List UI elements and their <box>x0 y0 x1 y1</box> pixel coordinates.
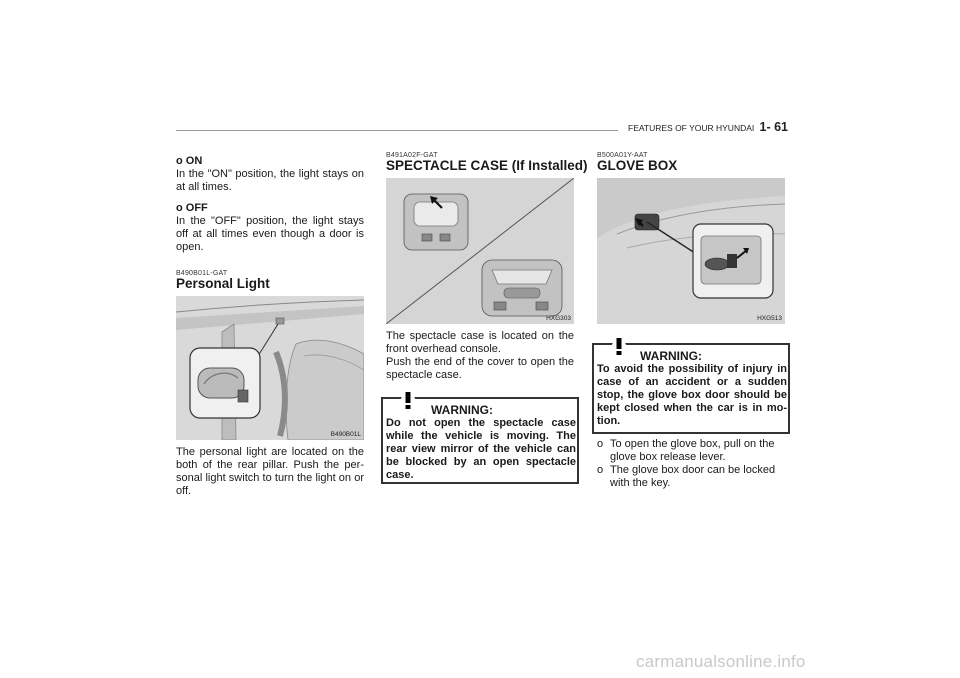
page-header <box>628 120 788 134</box>
warning-body: To avoid the possibility of injury in case of an accident or a sudden stop, the glove box door should be kept closed when the car is in mo-tion. <box>597 363 787 427</box>
warning-title: WARNING: <box>640 349 702 363</box>
page-number: 1- 61 <box>759 120 788 134</box>
personal-light-code: B490B01L-GAT <box>176 270 228 277</box>
spectacle-case-body <box>386 330 574 382</box>
watermark: carmanualsonline.info <box>636 652 806 671</box>
spectacle-case-figure <box>386 178 574 324</box>
personal-light-figure <box>176 296 364 440</box>
personal-light-title: Personal Light <box>176 276 270 291</box>
warning-title: WARNING: <box>431 403 493 417</box>
glove-box-title: GLOVE BOX <box>597 158 678 173</box>
off-label: o OFF <box>176 202 208 214</box>
on-text: In the "ON" position, the light stays on at all times. <box>176 168 364 193</box>
figure-label: HXG303 <box>546 315 571 322</box>
header-rule <box>176 130 618 131</box>
off-text: In the "OFF" position, the light stays off at all times even though a door is open. <box>176 215 364 253</box>
warning-icon <box>604 331 634 358</box>
section-title: FEATURES OF YOUR HYUNDAI <box>628 123 755 133</box>
instruction-text: The glove box door can be locked with the key. <box>610 464 776 489</box>
warning-body: Do not open the spectacle case while the vehicle is moving. The rear view mirror of the vehicle can be blocked by an open spectacle case. <box>386 417 576 481</box>
bullet-marker: o <box>597 464 604 476</box>
figure-label: HXG513 <box>757 315 782 322</box>
on-label: o ON <box>176 155 203 167</box>
instruction-text: To open the glove box, pull on the glove box release lever. <box>610 438 775 463</box>
instruction-list <box>597 438 785 490</box>
glove-box-warning-box <box>592 343 790 434</box>
glove-box-illustration <box>597 178 785 324</box>
personal-light-illustration <box>176 296 364 440</box>
column-1 <box>176 155 364 254</box>
glove-box-code: B500A01Y-AAT <box>597 152 648 159</box>
spectacle-case-body-1: The spectacle case is located on the front overhead console. <box>386 330 574 355</box>
figure-label: B490B01L <box>330 431 361 438</box>
glove-box-figure <box>597 178 785 324</box>
bullet-marker: o <box>597 438 604 450</box>
spectacle-warning-box <box>381 397 579 484</box>
spectacle-case-illustration <box>386 178 574 324</box>
warning-icon <box>393 385 423 412</box>
personal-light-body: The personal light are located on the both of the rear pillar. Push the per-sonal light switch to turn the light on or off. <box>176 446 364 497</box>
glove-box-instructions <box>597 438 785 490</box>
spectacle-case-body-2: Push the end of the cover to open the spectacle case. <box>386 356 574 381</box>
list-item <box>597 464 785 490</box>
list-item <box>597 438 785 464</box>
spectacle-case-code: B491A02F-GAT <box>386 152 438 159</box>
spectacle-case-title: SPECTACLE CASE (If Installed) <box>386 158 588 173</box>
